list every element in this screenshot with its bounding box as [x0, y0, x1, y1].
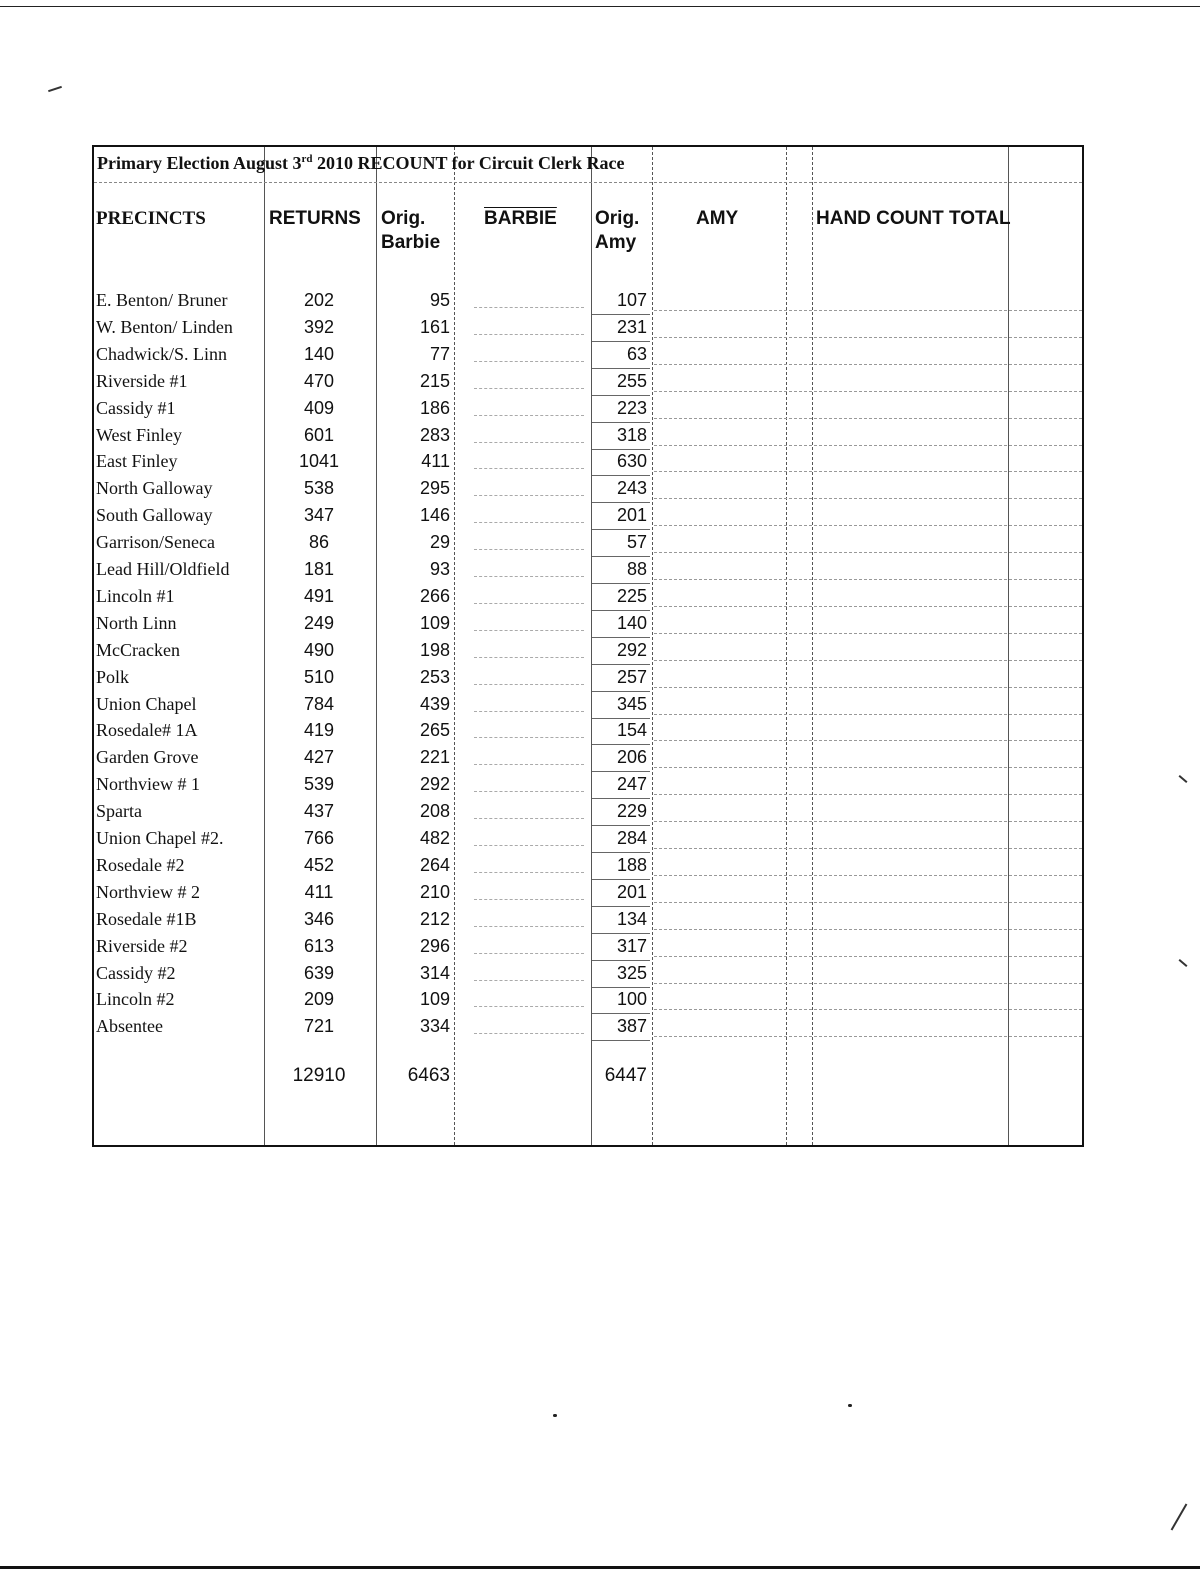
- returns-value: 510: [303, 666, 335, 687]
- row-dashed-rule: [654, 714, 1082, 715]
- row-dashed-rule: [474, 791, 584, 792]
- totals-row: [94, 1062, 1082, 1089]
- corner-scribble: [1171, 1504, 1188, 1531]
- header-orig-barbie-line1: Orig.: [381, 208, 426, 229]
- precinct-name: West Finley: [96, 424, 183, 445]
- orig-barbie-value: 266: [419, 585, 450, 606]
- precinct-name: Sparta: [96, 801, 142, 822]
- orig-barbie-value: 253: [419, 666, 450, 687]
- orig-amy-value: 107: [616, 290, 647, 310]
- orig-amy-value: 243: [616, 478, 647, 499]
- table-row: [94, 960, 1082, 987]
- orig-amy-value: 229: [616, 801, 647, 822]
- precinct-name: Polk: [96, 666, 130, 687]
- row-dashed-rule: [654, 1036, 1082, 1037]
- row-dashed-rule: [474, 711, 584, 712]
- row-dashed-rule: [474, 495, 584, 496]
- orig-barbie-value: 146: [419, 505, 450, 526]
- row-dashed-rule: [654, 902, 1082, 903]
- returns-value: 140: [303, 343, 335, 364]
- row-dashed-rule: [654, 660, 1082, 661]
- precinct-name: Lincoln #2: [96, 989, 175, 1010]
- orig-amy-value: 140: [616, 612, 647, 633]
- precinct-name: Rosedale #1B: [96, 908, 197, 929]
- orig-amy-value: 292: [616, 639, 647, 660]
- orig-barbie-value: 215: [419, 370, 450, 391]
- precinct-name: Chadwick/S. Linn: [96, 343, 227, 364]
- header-orig-barbie-line2: Barbie: [381, 232, 441, 253]
- orig-amy-value: 345: [616, 693, 647, 714]
- precinct-name: Lead Hill/Oldfield: [96, 559, 230, 579]
- row-dashed-rule: [654, 498, 1082, 499]
- precinct-name: Garrison/Seneca: [96, 532, 215, 553]
- row-dashed-rule: [474, 415, 584, 416]
- orig-barbie-value: 295: [419, 478, 450, 499]
- orig-barbie-value: 283: [419, 424, 450, 445]
- orig-barbie-value: 411: [421, 451, 450, 472]
- table-row: [94, 879, 1082, 906]
- table-row: [94, 1013, 1082, 1040]
- header-hand-count-total: HAND COUNT TOTAL: [816, 208, 1011, 229]
- header-precincts: PRECINCTS: [96, 208, 206, 229]
- returns-value: 539: [303, 774, 335, 795]
- orig-barbie-value: 210: [419, 881, 450, 902]
- orig-barbie-value: 77: [429, 343, 450, 364]
- returns-value: 181: [303, 559, 335, 579]
- returns-value: 392: [303, 316, 335, 337]
- row-dashed-rule: [474, 684, 584, 685]
- returns-value: 419: [303, 720, 335, 741]
- precinct-name: North Galloway: [96, 478, 213, 499]
- row-dashed-rule: [474, 630, 584, 631]
- table-row: [94, 448, 1082, 475]
- row-dashed-rule: [654, 767, 1082, 768]
- returns-value: 639: [303, 962, 335, 983]
- precinct-name: Riverside #2: [96, 935, 188, 956]
- table-row: [94, 744, 1082, 771]
- orig-barbie-value: 109: [419, 612, 450, 633]
- returns-value: 346: [303, 908, 335, 929]
- orig-barbie-value: 265: [419, 720, 450, 741]
- precinct-name: Northview # 1: [96, 774, 200, 795]
- orig-amy-value: 100: [616, 989, 647, 1010]
- table-title: Primary Election August 3rd 2010 RECOUNT for Circuit Clerk Race: [97, 153, 625, 173]
- table-row: [94, 287, 1082, 314]
- precinct-name: North Linn: [96, 612, 177, 633]
- orig-amy-value: 231: [616, 316, 647, 337]
- header-orig-amy-line2: Amy: [595, 232, 637, 253]
- table-row: [94, 771, 1082, 798]
- orig-amy-value: 284: [616, 828, 647, 848]
- returns-value: 209: [303, 989, 335, 1010]
- table-row: [94, 395, 1082, 422]
- returns-value: 613: [303, 935, 335, 956]
- precinct-name: McCracken: [96, 639, 180, 660]
- precinct-name: Cassidy #2: [96, 962, 176, 983]
- orig-amy-value: 63: [626, 343, 647, 364]
- row-dashed-rule: [654, 471, 1082, 472]
- header-barbie: BARBIE: [484, 208, 557, 229]
- header-orig-amy: [595, 207, 639, 255]
- table-row: [94, 825, 1082, 852]
- returns-value: 766: [303, 828, 335, 848]
- table-row: [94, 583, 1082, 610]
- returns-value: 470: [303, 370, 335, 391]
- row-dashed-rule: [654, 875, 1082, 876]
- orig-barbie-value: 439: [419, 693, 450, 714]
- stray-dot: [553, 1414, 557, 1417]
- table-row: [94, 798, 1082, 825]
- returns-value: 601: [303, 424, 335, 445]
- table-row: [94, 502, 1082, 529]
- returns-value: 1041: [298, 451, 340, 472]
- table-row: [94, 664, 1082, 691]
- table-row: [94, 717, 1082, 744]
- orig-barbie-value: 29: [429, 532, 450, 553]
- table-row: [94, 610, 1082, 637]
- table-row: [94, 637, 1082, 664]
- row-dashed-rule: [654, 848, 1082, 849]
- table-row: [94, 556, 1082, 583]
- row-dashed-rule: [474, 818, 584, 819]
- row-dashed-rule: [654, 579, 1082, 580]
- header-orig-amy-line1: Orig.: [595, 208, 640, 229]
- row-dashed-rule: [474, 468, 584, 469]
- row-dashed-rule: [654, 391, 1082, 392]
- orig-amy-value: 257: [616, 666, 647, 687]
- row-dashed-rule: [474, 872, 584, 873]
- orig-amy-value: 325: [616, 962, 647, 983]
- orig-amy-value: 188: [616, 854, 647, 875]
- row-dashed-rule: [654, 956, 1082, 957]
- row-dashed-rule: [474, 1006, 584, 1007]
- row-dashed-rule: [654, 337, 1082, 338]
- orig-barbie-value: 212: [419, 908, 450, 929]
- orig-amy-value: 630: [616, 451, 647, 472]
- orig-barbie-value: 93: [429, 559, 450, 579]
- returns-value: 490: [303, 639, 335, 660]
- precinct-name: Lincoln #1: [96, 585, 175, 606]
- row-dashed-rule: [474, 307, 584, 308]
- header-amy: AMY: [696, 208, 739, 229]
- row-dashed-rule: [654, 929, 1082, 930]
- total-returns: 12910: [292, 1065, 346, 1086]
- row-dashed-rule: [474, 926, 584, 927]
- orig-barbie-value: 292: [419, 774, 450, 795]
- returns-value: 721: [303, 1016, 335, 1037]
- orig-amy-value: 201: [616, 881, 647, 902]
- row-dashed-rule: [474, 549, 584, 550]
- precinct-name: Absentee: [96, 1016, 163, 1037]
- stray-edge-mark: [1179, 959, 1188, 967]
- orig-barbie-value: 186: [419, 397, 450, 418]
- row-dashed-rule: [654, 552, 1082, 553]
- row-dashed-rule: [474, 576, 584, 577]
- row-dashed-rule: [654, 1009, 1082, 1010]
- returns-value: 538: [303, 478, 335, 499]
- row-dashed-rule: [474, 334, 584, 335]
- stray-edge-mark: [1179, 775, 1188, 783]
- returns-value: 86: [308, 532, 330, 553]
- orig-barbie-value: 161: [419, 316, 450, 337]
- recount-table: [92, 145, 1084, 1147]
- orig-amy-value: 154: [616, 720, 647, 741]
- row-dashed-rule: [654, 418, 1082, 419]
- top-page-rule: [0, 6, 1200, 7]
- precinct-name: Garden Grove: [96, 747, 199, 768]
- header-returns: RETURNS: [269, 208, 361, 229]
- orig-barbie-value: 264: [419, 854, 450, 875]
- orig-barbie-value: 334: [419, 1016, 450, 1037]
- returns-value: 249: [303, 612, 335, 633]
- row-dashed-rule: [474, 603, 584, 604]
- bottom-page-rule: [0, 1566, 1200, 1569]
- precinct-name: Cassidy #1: [96, 397, 176, 418]
- table-row: [94, 529, 1082, 556]
- stray-dot: [848, 1404, 852, 1407]
- header-orig-barbie: [381, 207, 440, 255]
- orig-amy-value: 201: [616, 505, 647, 526]
- orig-amy-value: 247: [616, 774, 647, 795]
- table-row: [94, 691, 1082, 718]
- orig-barbie-value: 296: [419, 935, 450, 956]
- stray-pen-mark: [48, 86, 62, 92]
- orig-amy-value: 57: [626, 532, 647, 553]
- orig-barbie-value: 198: [419, 639, 450, 660]
- orig-barbie-value: 221: [419, 747, 450, 768]
- precinct-name: Riverside #1: [96, 370, 188, 391]
- precinct-name: South Galloway: [96, 505, 213, 526]
- row-dashed-rule: [654, 606, 1082, 607]
- table-row: [94, 368, 1082, 395]
- row-dashed-rule: [654, 633, 1082, 634]
- orig-amy-value: 223: [616, 397, 647, 418]
- returns-value: 427: [303, 747, 335, 768]
- table-row: [94, 933, 1082, 960]
- table-row: [94, 422, 1082, 449]
- table-row: [94, 986, 1082, 1013]
- returns-value: 491: [303, 585, 335, 606]
- table-row: [94, 852, 1082, 879]
- precinct-name: E. Benton/ Bruner: [96, 290, 228, 310]
- table-row: [94, 475, 1082, 502]
- orig-barbie-value: 109: [419, 989, 450, 1010]
- row-dashed-rule: [474, 953, 584, 954]
- row-dashed-rule: [654, 445, 1082, 446]
- orig-amy-value: 255: [616, 370, 647, 391]
- returns-value: 409: [303, 397, 335, 418]
- orig-barbie-value: 95: [429, 290, 450, 310]
- row-dashed-rule: [474, 845, 584, 846]
- row-dashed-rule: [474, 899, 584, 900]
- returns-value: 452: [303, 854, 335, 875]
- returns-value: 347: [303, 505, 335, 526]
- orig-amy-value: 317: [616, 935, 647, 956]
- row-dashed-rule: [474, 388, 584, 389]
- total-orig-barbie: 6463: [407, 1065, 450, 1086]
- row-dashed-rule: [654, 983, 1082, 984]
- table-row: [94, 314, 1082, 341]
- precinct-name: Rosedale# 1A: [96, 720, 198, 741]
- orig-barbie-value: 208: [419, 801, 450, 822]
- orig-amy-value: 225: [616, 585, 647, 606]
- row-dashed-rule: [474, 657, 584, 658]
- row-dashed-rule: [474, 764, 584, 765]
- returns-value: 437: [303, 801, 335, 822]
- row-dashed-rule: [654, 310, 1082, 311]
- orig-amy-value: 206: [616, 747, 647, 768]
- orig-barbie-value: 314: [419, 962, 450, 983]
- table-row: [94, 906, 1082, 933]
- table-row: [94, 341, 1082, 368]
- row-dashed-rule: [474, 1033, 584, 1034]
- returns-value: 411: [304, 881, 334, 902]
- precinct-name: Northview # 2: [96, 881, 200, 902]
- precinct-name: Union Chapel #2.: [96, 828, 224, 848]
- precinct-name: W. Benton/ Linden: [96, 316, 233, 337]
- precinct-name: East Finley: [96, 451, 178, 472]
- orig-amy-value: 318: [616, 424, 647, 445]
- row-dashed-rule: [654, 740, 1082, 741]
- row-dashed-rule: [654, 794, 1082, 795]
- orig-barbie-value: 482: [419, 828, 450, 848]
- orig-amy-value: 134: [616, 908, 647, 929]
- row-dashed-rule: [474, 361, 584, 362]
- total-orig-amy: 6447: [604, 1065, 647, 1086]
- precinct-name: Union Chapel: [96, 693, 197, 714]
- row-dashed-rule: [654, 821, 1082, 822]
- row-dashed-rule: [474, 737, 584, 738]
- title-rule: [94, 182, 1082, 183]
- row-dashed-rule: [654, 525, 1082, 526]
- row-dashed-rule: [474, 522, 584, 523]
- orig-amy-value: 88: [626, 559, 647, 579]
- precinct-name: Rosedale #2: [96, 854, 185, 875]
- row-dashed-rule: [474, 442, 584, 443]
- row-dashed-rule: [474, 980, 584, 981]
- returns-value: 202: [303, 290, 335, 310]
- returns-value: 784: [303, 693, 335, 714]
- orig-amy-value: 387: [616, 1016, 647, 1037]
- row-dashed-rule: [654, 364, 1082, 365]
- row-dashed-rule: [654, 687, 1082, 688]
